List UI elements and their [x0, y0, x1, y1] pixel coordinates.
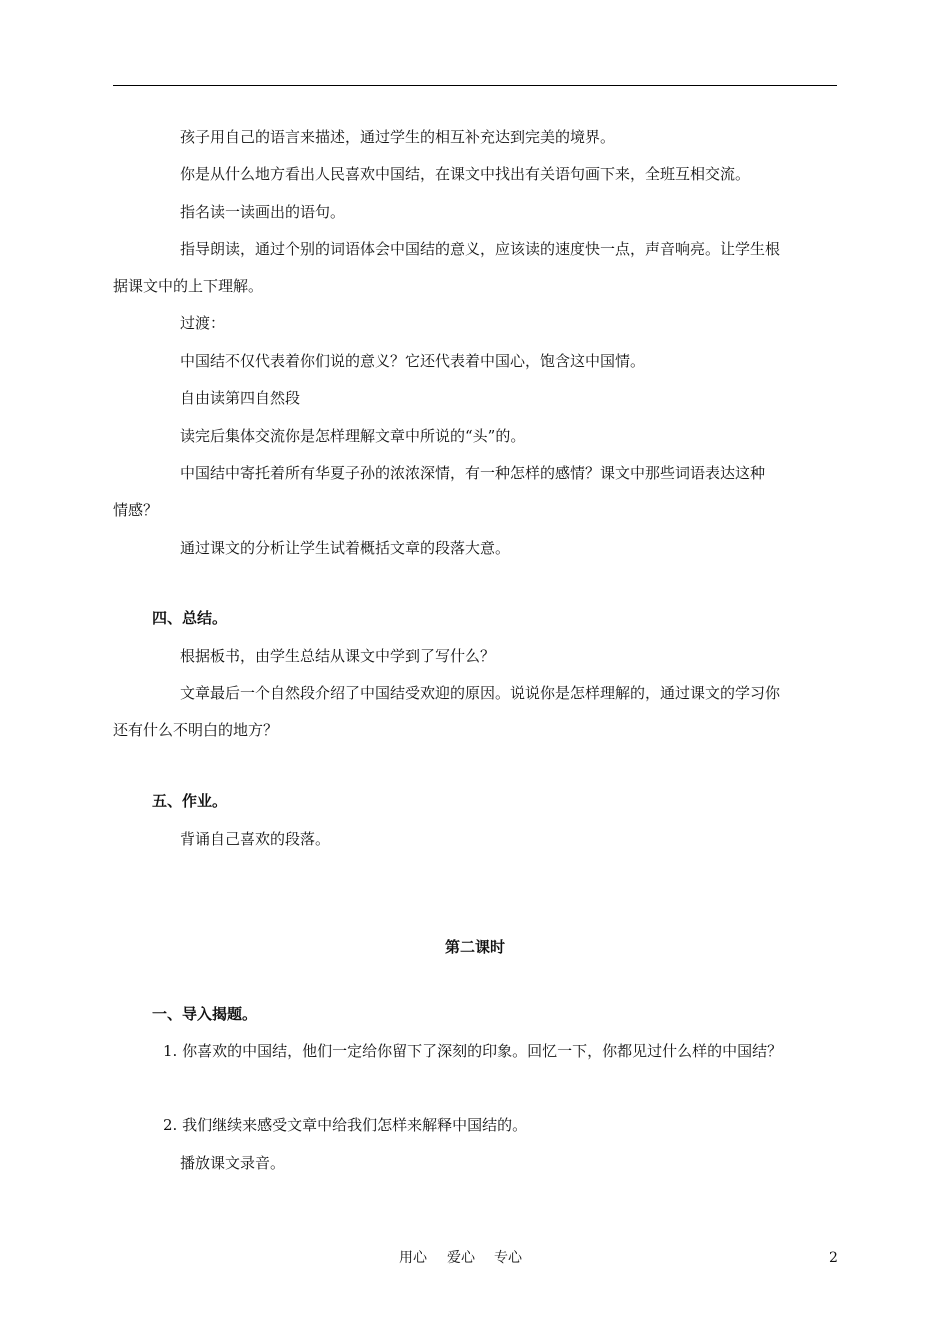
numbered-item: 1. 你喜欢的中国结，他们一定给你留下了深刻的印象。回忆一下，你都见过什么样的中国结？	[163, 1042, 783, 1060]
section-heading-summary: 四、总结。	[152, 609, 228, 627]
paragraph: 过渡：	[180, 314, 226, 332]
page-number: 2	[829, 1250, 838, 1266]
paragraph: 自由读第四自然段	[180, 389, 301, 407]
section-heading-homework: 五、作业。	[152, 792, 228, 810]
section-heading-intro: 一、导入揭题。	[152, 1005, 258, 1023]
paragraph: 读完后集体交流你是怎样理解文章中所说的“头”的。	[180, 427, 526, 445]
lesson-title: 第二课时	[444, 938, 505, 956]
header-rule	[113, 85, 837, 86]
paragraph: 中国结中寄托着所有华夏子孙的浓浓深情，有一种怎样的感情？课文中那些词语表达这种	[180, 464, 766, 482]
numbered-item: 2. 我们继续来感受文章中给我们怎样来解释中国结的。	[163, 1116, 528, 1134]
paragraph: 根据板书，由学生总结从课文中学到了写什么？	[180, 647, 496, 665]
paragraph-continuation: 还有什么不明白的地方？	[113, 721, 279, 739]
footer-motto-2: 爱心	[447, 1250, 475, 1266]
paragraph: 通过课文的分析让学生试着概括文章的段落大意。	[180, 539, 511, 557]
footer-motto-1: 用心	[399, 1250, 427, 1266]
footer-motto-3: 专心	[494, 1250, 522, 1266]
paragraph: 播放课文录音。	[180, 1154, 286, 1172]
paragraph: 你是从什么地方看出人民喜欢中国结，在课文中找出有关语句画下来，全班互相交流。	[180, 165, 751, 183]
paragraph-continuation: 据课文中的上下理解。	[113, 277, 264, 295]
paragraph-continuation: 情感？	[113, 501, 159, 519]
paragraph: 背诵自己喜欢的段落。	[180, 830, 331, 848]
paragraph: 指导朗读，通过个别的词语体会中国结的意义，应该读的速度快一点，声音响亮。让学生根	[180, 240, 781, 258]
paragraph: 文章最后一个自然段介绍了中国结受欢迎的原因。说说你是怎样理解的，通过课文的学习你	[180, 684, 781, 702]
paragraph: 孩子用自己的语言来描述，通过学生的相互补充达到完美的境界。	[180, 128, 616, 146]
paragraph: 指名读一读画出的语句。	[180, 203, 346, 221]
paragraph: 中国结不仅代表着你们说的意义？它还代表着中国心，饱含这中国情。	[180, 352, 646, 370]
